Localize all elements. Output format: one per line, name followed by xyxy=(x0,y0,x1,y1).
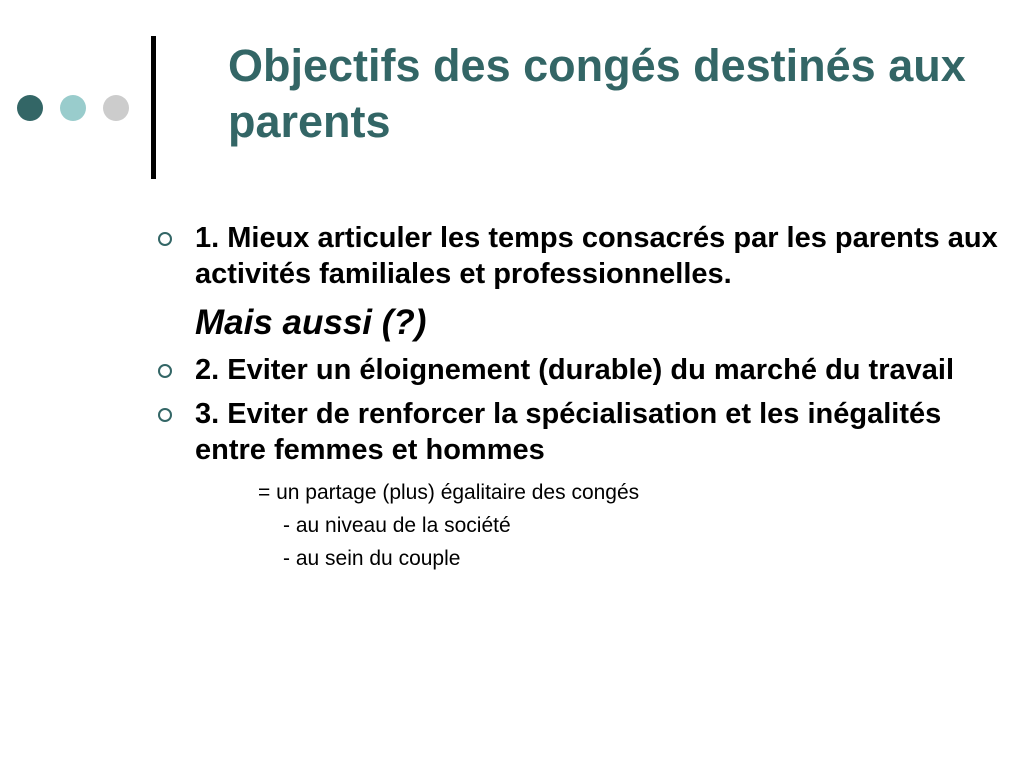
title-divider xyxy=(151,36,156,179)
bullet-item-1 xyxy=(158,220,998,292)
bullet-circle-icon xyxy=(158,232,172,246)
detail-line-2: - au niveau de la société xyxy=(283,514,511,537)
bullet-circle-icon xyxy=(158,408,172,422)
detail-line-3: - au sein du couple xyxy=(283,547,461,570)
bullet-item-2 xyxy=(158,352,998,388)
italic-subitem: Mais aussi (?) xyxy=(195,303,427,342)
slide-title: Objectifs des congés destinés aux parents xyxy=(228,40,966,147)
bullet-text: 2. Eviter un éloignement (durable) du marché du travail xyxy=(195,354,954,386)
decor-dot-dark xyxy=(17,95,43,121)
bullet-circle-icon xyxy=(158,364,172,378)
bullet-text: 3. Eviter de renforcer la spécialisation et les inégalités entre femmes et hommes xyxy=(195,398,942,466)
bullet-item-3 xyxy=(158,396,998,468)
decor-dot-light xyxy=(60,95,86,121)
decor-dot-gray xyxy=(103,95,129,121)
detail-line-1: = un partage (plus) égalitaire des congés xyxy=(258,481,640,504)
bullet-text: 1. Mieux articuler les temps consacrés par les parents aux activités familiales et professionnelles. xyxy=(195,222,998,290)
slide-body xyxy=(158,220,998,575)
